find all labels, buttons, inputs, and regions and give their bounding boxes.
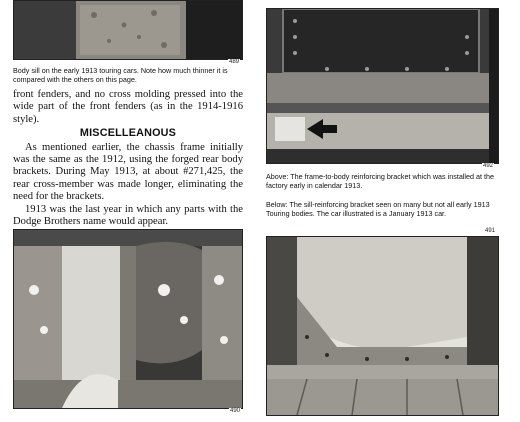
right-page xyxy=(262,0,520,422)
frame-bracket-caption: Above: The frame-to-body reinforcing bracket which was installed at the factory early in calendar 1913. xyxy=(266,172,494,191)
section-heading: MISCELLEANOUS xyxy=(79,127,177,140)
photo-number-490: 490 xyxy=(230,408,241,414)
sill-bracket-photo xyxy=(266,236,499,416)
body-sill-caption: Body sill on the early 1913 touring cars. Note how much thinner it is compared with the others on this page. xyxy=(13,66,228,85)
paragraph-fenders: front fenders, and no cross molding pressed into the wide part of the front fenders (as in the 1914-1916 style). xyxy=(13,89,243,125)
frame-bracket-photo xyxy=(266,8,499,164)
photo-number-492: 492 xyxy=(483,163,494,169)
paragraph-chassis: As mentioned earlier, the chassis frame initially was the same as the 1912, using the forged rear body brackets. During May 1913, at about #271,425, the rear cross-member was made longer, eliminating the need for the brackets. xyxy=(13,141,243,203)
paragraph-dodge: 1913 was the last year in which any parts with the Dodge Brothers name would appear. xyxy=(13,203,243,228)
article-text xyxy=(13,89,243,228)
sill-bracket-caption: Below: The sill-reinforcing bracket seen on many but not all early 1913 Touring bodies. The car illustrated is a January 1913 car. xyxy=(266,200,490,219)
car-body-photo xyxy=(13,229,243,409)
photo-number-489: 489 xyxy=(229,59,240,65)
left-page xyxy=(0,0,256,422)
photo-number-491: 491 xyxy=(485,228,496,234)
body-sill-photo xyxy=(13,0,243,60)
